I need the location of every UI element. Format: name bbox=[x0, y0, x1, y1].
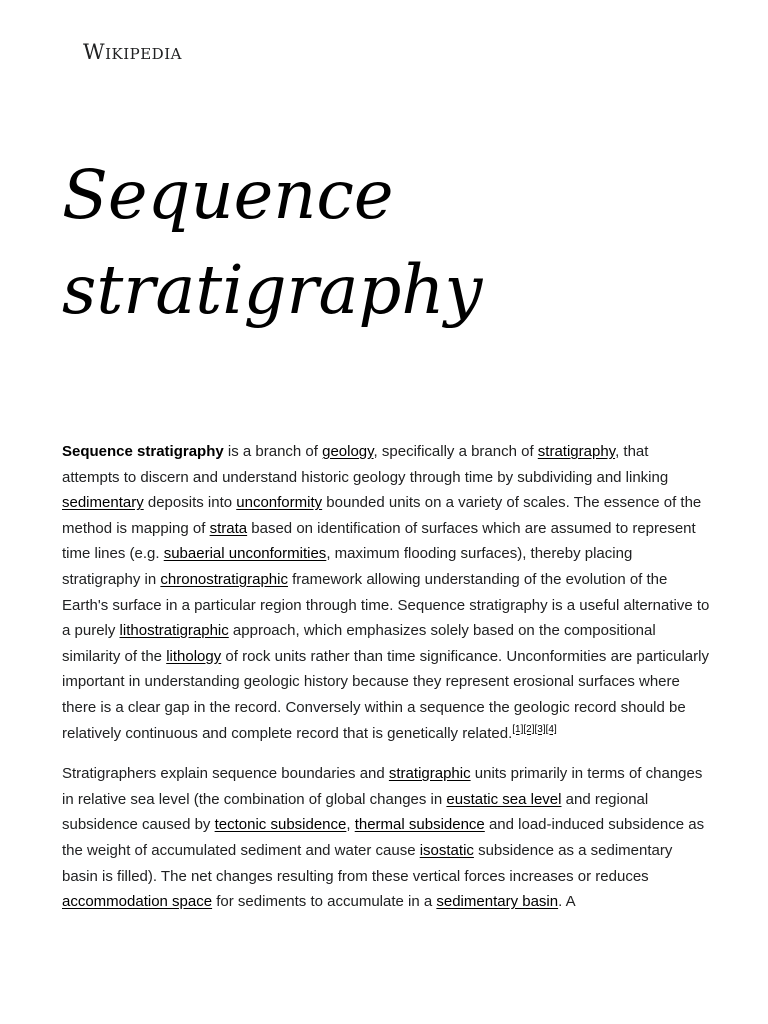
article-body bbox=[62, 439, 710, 930]
text-span: for sediments to accumulate in a bbox=[212, 893, 437, 911]
text-span: is a branch of bbox=[223, 443, 323, 460]
link-sedimentary-basin[interactable]: sedimentary basin bbox=[436, 893, 559, 911]
text-span: deposits into bbox=[143, 494, 237, 512]
link-geology[interactable]: geology bbox=[322, 443, 374, 460]
link-isostatic[interactable]: isostatic bbox=[419, 841, 474, 859]
reference-3[interactable]: [3] bbox=[534, 723, 546, 735]
text-span: . A bbox=[558, 893, 576, 911]
text-span: units primarily in terms of changes in relative sea level (the combination of global changes in bbox=[62, 765, 703, 808]
text-span: Stratigraphers explain sequence boundaries and bbox=[62, 765, 389, 783]
text-span: and regional subsidence caused by bbox=[62, 790, 649, 834]
paragraph-sea-level bbox=[62, 761, 710, 915]
text-span: , that attempts to discern and understand historic geology through time by subdividing and linking bbox=[62, 443, 669, 486]
link-strata[interactable]: strata bbox=[209, 519, 248, 537]
bold-term: Sequence stratigraphy bbox=[62, 443, 224, 460]
wikipedia-wordmark[interactable]: Wikipedia bbox=[83, 40, 182, 64]
link-chronostratigraphic[interactable]: chronostratigraphic bbox=[160, 570, 288, 588]
reference-markers bbox=[512, 724, 557, 735]
text-span: approach, which emphasizes solely based on the compositional similarity of the bbox=[62, 622, 656, 665]
link-unconformity[interactable]: unconformity bbox=[236, 494, 323, 512]
link-eustatic-sea-level[interactable]: eustatic sea level bbox=[446, 790, 562, 808]
link-subaerial-unconformities[interactable]: subaerial unconformities bbox=[163, 545, 327, 563]
link-tectonic-subsidence[interactable]: tectonic subsidence bbox=[214, 816, 347, 834]
link-stratigraphic[interactable]: stratigraphic bbox=[388, 765, 471, 783]
text-span: , specifically a branch of bbox=[373, 443, 538, 460]
text-span: framework allowing understanding of the evolution of the Earth's surface in a particular region through time. Sequence stratigraphy is a useful alternative to a purely bbox=[62, 570, 710, 640]
page-title bbox=[62, 148, 722, 338]
text-span: of rock units rather than time significance. Unconformities are particularly important in understanding geologic history because they represent erosional surfaces where there is a clear gap in the record. Conversely within a sequence the geologic record should be relatively continuous and complete record that is genetically related. bbox=[62, 647, 709, 742]
title-line-2: stratigraphy bbox=[62, 251, 483, 329]
paragraph-intro bbox=[62, 439, 710, 746]
text-span: bounded units on a variety of scales. The essence of the method is mapping of bbox=[62, 494, 702, 537]
text-span: and load-induced subsidence as the weight of accumulated sediment and water cause bbox=[62, 816, 705, 859]
reference-4[interactable]: [4] bbox=[545, 723, 557, 735]
reference-1[interactable]: [1] bbox=[512, 723, 524, 735]
link-thermal-subsidence[interactable]: thermal subsidence bbox=[354, 816, 485, 834]
text-span: based on identification of surfaces which are assumed to represent time lines (e.g. bbox=[62, 519, 696, 563]
text-span: , bbox=[346, 816, 355, 834]
link-sedimentary[interactable]: sedimentary bbox=[62, 494, 144, 512]
text-span: , maximum flooding surfaces), thereby placing stratigraphy in bbox=[62, 545, 633, 588]
link-stratigraphy[interactable]: stratigraphy bbox=[537, 443, 616, 460]
title-line-1: Sequence bbox=[62, 156, 394, 234]
reference-2[interactable]: [2] bbox=[523, 723, 535, 735]
link-lithology[interactable]: lithology bbox=[166, 647, 222, 665]
link-accommodation-space[interactable]: accommodation space bbox=[62, 893, 213, 911]
link-lithostratigraphic[interactable]: lithostratigraphic bbox=[119, 622, 229, 640]
text-span: subsidence as a sedimentary basin is filled). The net changes resulting from these vertical forces increases or reduces bbox=[62, 841, 673, 885]
